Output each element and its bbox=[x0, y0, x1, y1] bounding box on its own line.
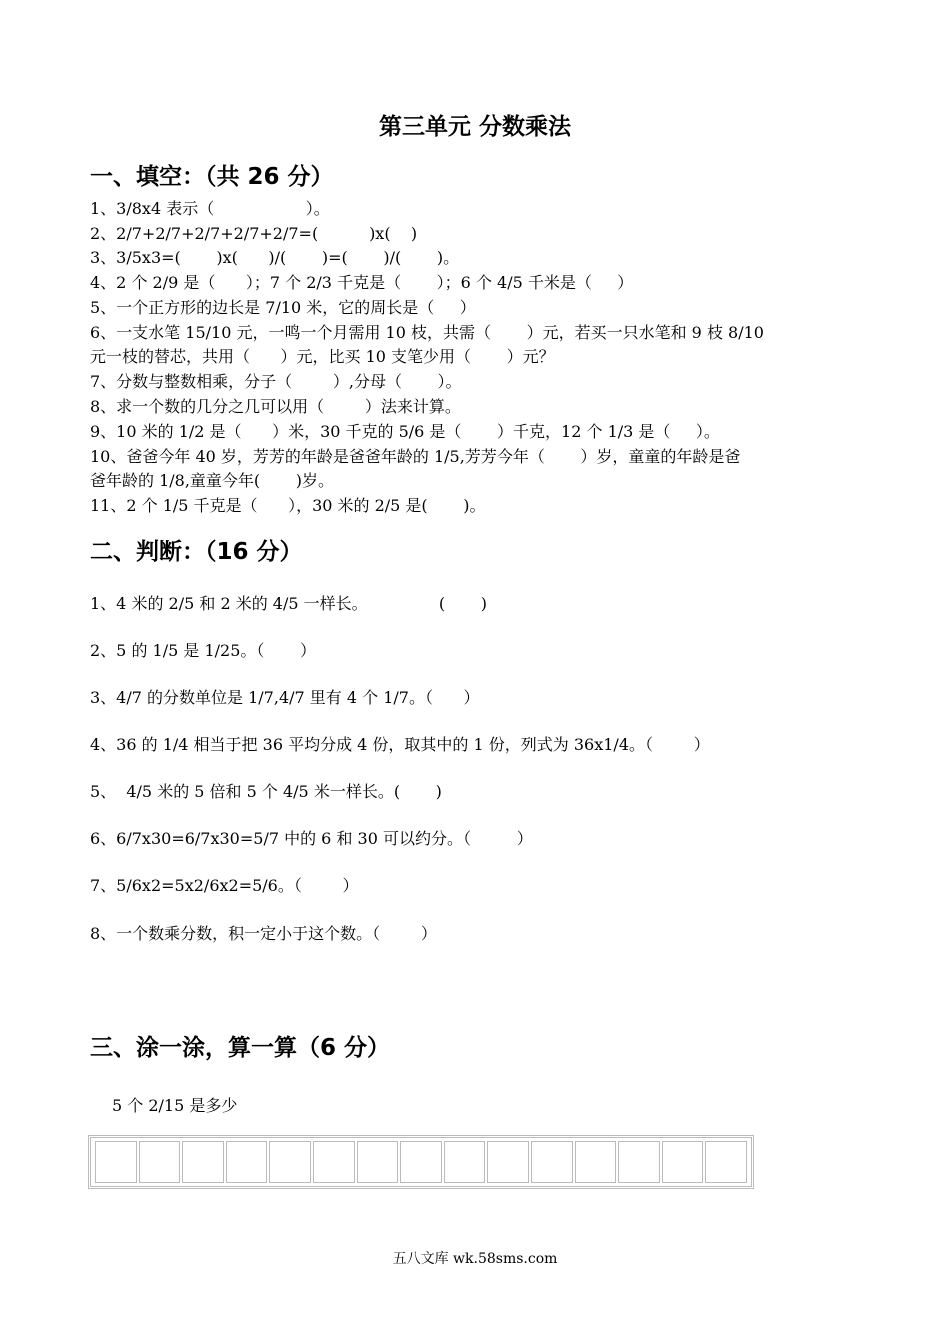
judge-item-3: 3、4/7 的分数单位是 1/7,4/7 里有 4 个 1/7。（ ） bbox=[90, 688, 480, 707]
strip-cell[interactable] bbox=[531, 1141, 573, 1183]
section1-heading: 一、填空：（共 26 分） bbox=[90, 164, 334, 190]
strip-cell[interactable] bbox=[313, 1141, 355, 1183]
strip-cell[interactable] bbox=[269, 1141, 311, 1183]
fill-item-7: 7、分数与整数相乘，分子（ ）,分母（ ）。 bbox=[90, 372, 462, 391]
footer-watermark: 五八文库 wk.58sms.com bbox=[392, 1251, 558, 1267]
strip-cell[interactable] bbox=[575, 1141, 617, 1183]
section3-heading: 三、涂一涂，算一算（6 分） bbox=[90, 1035, 391, 1061]
fill-item-4: 4、2 个 2/9 是（ ）；7 个 2/3 千克是（ ）；6 个 4/5 千米是（ ） bbox=[90, 273, 634, 292]
strip-cell[interactable] bbox=[357, 1141, 399, 1183]
judge-item-4: 4、36 的 1/4 相当于把 36 平均分成 4 份，取其中的 1 份，列式为 36x1/4。（ ） bbox=[90, 735, 710, 754]
fill-item-11: 11、2 个 1/5 千克是（ ），30 米的 2/5 是( )。 bbox=[90, 496, 486, 515]
fill-item-1: 1、3/8x4 表示（ ）。 bbox=[90, 199, 330, 218]
fill-item-9: 9、10 米的 1/2 是（ ）米，30 千克的 5/6 是（ ）千克，12 个 1/3 是（ ）。 bbox=[90, 422, 720, 441]
section2-heading: 二、判断：（16 分） bbox=[90, 539, 303, 565]
fill-item-10: 10、爸爸今年 40 岁，芳芳的年龄是爸爸年龄的 1/5,芳芳今年（ ）岁，童童的年龄是爸 bbox=[90, 447, 741, 466]
page-title: 第三单元 分数乘法 bbox=[378, 114, 571, 140]
strip-cell[interactable] bbox=[618, 1141, 660, 1183]
fill-item-6: 6、一支水笔 15/10 元，一鸣一个月需用 10 枝，共需（ ）元，若买一只水笔和 9 枝 8/10 bbox=[90, 323, 764, 342]
strip-cell[interactable] bbox=[444, 1141, 486, 1183]
judge-item-2: 2、5 的 1/5 是 1/25。（ ） bbox=[90, 641, 316, 660]
judge-item-8: 8、一个数乘分数，积一定小于这个数。（ ） bbox=[90, 924, 437, 943]
strip-cell[interactable] bbox=[487, 1141, 529, 1183]
fill-item-2: 2、2/7+2/7+2/7+2/7+2/7=( )x( ) bbox=[90, 224, 418, 243]
strip-cell[interactable] bbox=[400, 1141, 442, 1183]
judge-item-6: 6、6/7x30=6/7x30=5/7 中的 6 和 30 可以约分。（ ） bbox=[90, 829, 533, 848]
judge-item-5: 5、 4/5 米的 5 倍和 5 个 4/5 米一样长。( ) bbox=[90, 782, 442, 801]
fraction-strip bbox=[88, 1135, 754, 1189]
judge-item-1: 1、4 米的 2/5 和 2 米的 4/5 一样长。 ( ) bbox=[90, 594, 487, 613]
strip-cell[interactable] bbox=[226, 1141, 268, 1183]
fill-item-10-cont: 爸年龄的 1/8,童童今年( )岁。 bbox=[90, 471, 335, 490]
strip-cell[interactable] bbox=[705, 1141, 747, 1183]
fill-item-3: 3、3/5x3=( )x( )/( )=( )/( )。 bbox=[90, 248, 460, 267]
strip-cell[interactable] bbox=[182, 1141, 224, 1183]
fill-item-5: 5、一个正方形的边长是 7/10 米，它的周长是（ ） bbox=[90, 298, 476, 317]
strip-cell[interactable] bbox=[139, 1141, 181, 1183]
strip-cell[interactable] bbox=[95, 1141, 137, 1183]
fill-item-8: 8、求一个数的几分之几可以用（ ）法来计算。 bbox=[90, 397, 461, 416]
judge-item-7: 7、5/6x2=5x2/6x2=5/6。（ ） bbox=[90, 876, 359, 895]
strip-cell[interactable] bbox=[662, 1141, 704, 1183]
section3-question: 5 个 2/15 是多少 bbox=[112, 1096, 238, 1115]
fill-item-6-cont: 元一枝的替芯，共用（ ）元，比买 10 支笔少用（ ）元？ bbox=[90, 347, 555, 366]
